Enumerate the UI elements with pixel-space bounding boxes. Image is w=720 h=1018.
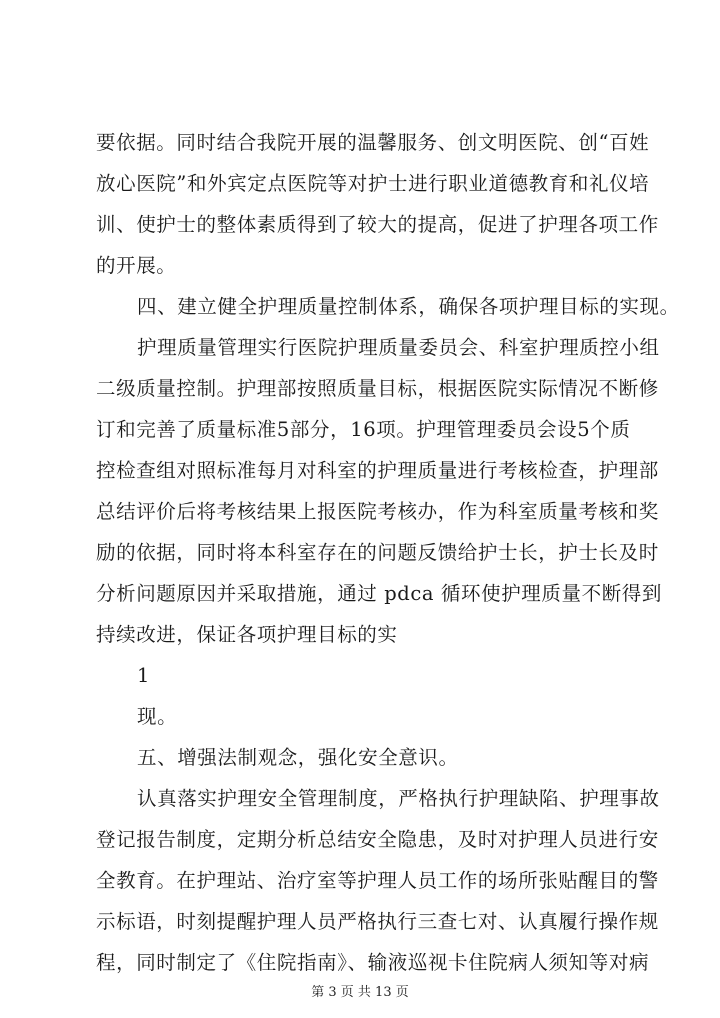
text-line: 登记报告制度，定期分析总结安全隐患，及时对护理人员进行安 [96, 828, 659, 851]
text-line: 护理质量管理实行医院护理质量委员会、科室护理质控小组 [137, 336, 660, 359]
text-line: 总结评价后将考核结果上报医院考核办，作为科室质量考核和奖 [96, 500, 659, 523]
text-line: 全教育。在护理站、治疗室等护理人员工作的场所张贴醒目的警 [96, 869, 659, 892]
text-line: 的开展。 [96, 254, 177, 277]
text-line: 要依据。同时结合我院开展的温馨服务、创文明医院、创“百姓 [96, 131, 650, 154]
section-heading: 四、建立健全护理质量控制体系，确保各项护理目标的实现。 [137, 295, 680, 318]
text-line: 分析问题原因并采取措施，通过 pdca 循环使护理质量不断得到 [96, 582, 663, 605]
text-line: 订和完善了质量标准5部分，16项。护理管理委员会设5个质 [96, 418, 631, 441]
text-line: 示标语，时刻提醒护理人员严格执行三查七对、认真履行操作规 [96, 910, 659, 933]
text-line: 控检查组对照标准每月对科室的护理质量进行考核检查，护理部 [96, 459, 659, 482]
text-line: 现。 [137, 705, 178, 728]
page-number-marker: 1 [137, 664, 151, 687]
text-line: 二级质量控制。护理部按照质量目标，根据医院实际情况不断修 [96, 377, 659, 400]
text-line: 训、使护士的整体素质得到了较大的提高，促进了护理各项工作 [96, 213, 659, 236]
section-heading: 五、增强法制观念，强化安全意识。 [137, 746, 459, 769]
text-line: 持续改进，保证各项护理目标的实 [96, 623, 398, 646]
text-line: 励的依据，同时将本科室存在的问题反馈给护士长，护士长及时 [96, 541, 659, 564]
page-footer: 第 3 页 共 13 页 [311, 985, 409, 1000]
text-line: 认真落实护理安全管理制度，严格执行护理缺陷、护理事故 [137, 787, 660, 810]
text-line: 程，同时制定了《住院指南》、输液巡视卡住院病人须知等对病 [96, 951, 650, 974]
text-line: 放心医院”和外宾定点医院等对护士进行职业道德教育和礼仪培 [96, 172, 650, 195]
